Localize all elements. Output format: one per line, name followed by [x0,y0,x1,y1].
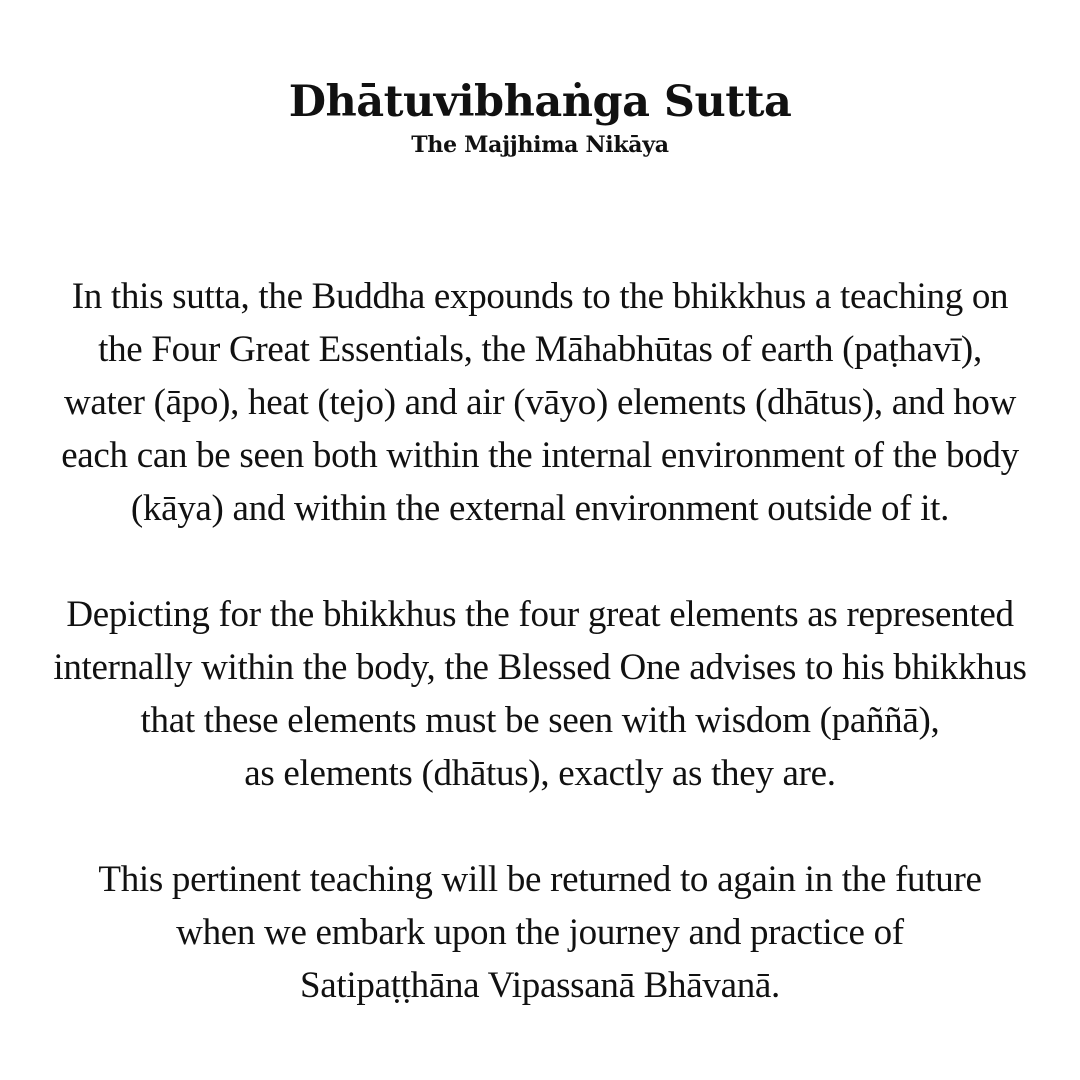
page-title: Dhātuvibhaṅga Sutta [288,77,792,127]
text-line: each can be seen both within the internal environment of the body [61,435,1019,476]
text-line: Satipaṭṭhāna Vipassanā Bhāvanā. [300,965,780,1006]
text-line: the Four Great Essentials, the Māhabhūtas of earth (paṭhavī), [98,329,982,370]
text-line: internally within the body, the Blessed One advises to his bhikkhus [53,647,1027,688]
text-line: This pertinent teaching will be returned to again in the future [98,859,982,900]
body-text [20,270,1060,1012]
paragraph-elements [20,588,1060,800]
text-line: as elements (dhātus), exactly as they are. [244,753,836,794]
paragraph-intro [20,270,1060,535]
paragraph-closing [20,853,1060,1012]
text-line: when we embark upon the journey and practice of [176,912,904,953]
text-line: Depicting for the bhikkhus the four great elements as represented [66,594,1014,635]
text-line: water (āpo), heat (tejo) and air (vāyo) elements (dhātus), and how [63,382,1017,423]
text-line: that these elements must be seen with wisdom (paññā), [140,700,940,741]
text-line: (kāya) and within the external environment outside of it. [130,488,950,529]
text-line: In this sutta, the Buddha expounds to the bhikkhus a teaching on [71,276,1009,317]
page-subtitle: The Majjhima Nikāya [411,132,669,158]
